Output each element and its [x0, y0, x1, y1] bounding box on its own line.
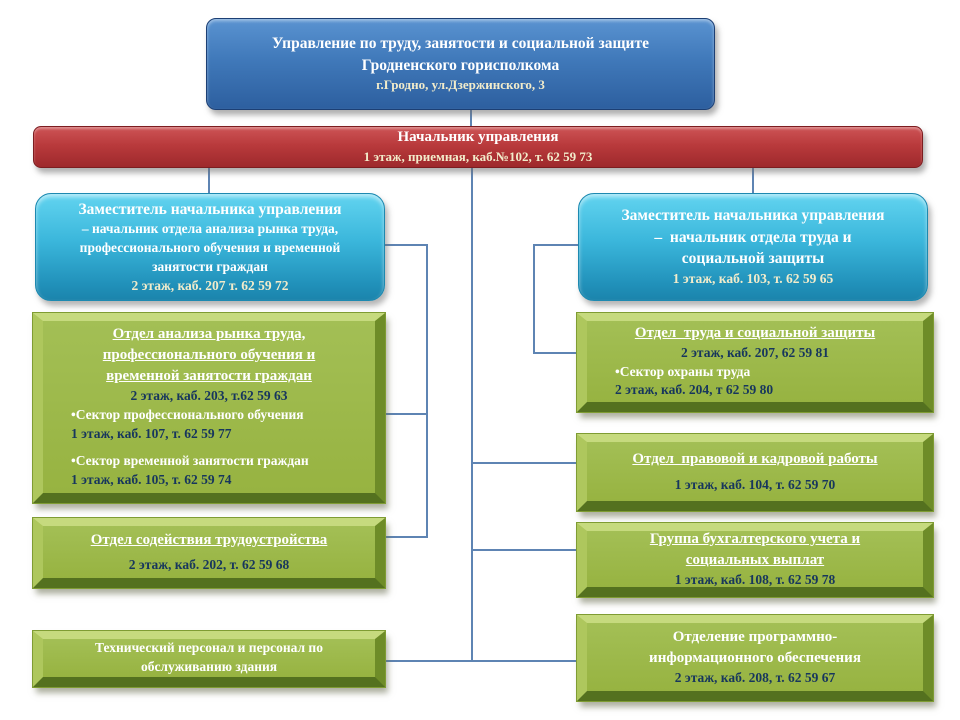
- group-accounting-title-line1: Группа бухгалтерского учета и: [649, 530, 861, 547]
- deputy-left-title: Заместитель начальника управления: [78, 200, 342, 218]
- dept-analysis-title-line2: профессионального обучения и: [102, 346, 316, 363]
- sector-safety-info: 2 этаж, каб. 204, т 62 59 80: [615, 382, 774, 398]
- dept-analysis-title-line3: временной занятости граждан: [106, 367, 312, 384]
- connector-deputy-right-branch: [533, 244, 578, 246]
- deputy-right-line2: социальной защиты: [681, 250, 825, 268]
- dept-labor-title: Отдел труда и социальной защиты: [634, 324, 876, 341]
- dept-it-box: [577, 615, 933, 701]
- management-title-line1: Управление по труду, занятости и социальной защите: [272, 35, 649, 53]
- spacer: [71, 443, 369, 452]
- tech-staff-line2: обслуживанию здания: [140, 659, 278, 674]
- management-address: г.Гродно, ул.Дзержинского, 3: [376, 76, 545, 92]
- connector-to-dept-labor: [533, 352, 577, 354]
- connector-left-bracket: [426, 244, 428, 538]
- connector-bottom-row: [385, 660, 578, 662]
- deputy-right-title: Заместитель начальника управления: [621, 207, 885, 225]
- management-box: [206, 18, 715, 110]
- sector-temp-employment-name: •Сектор временной занятости граждан: [71, 453, 309, 469]
- management-title-line2: Гродненского горисполкома: [361, 56, 560, 74]
- dept-analysis-title-line1: Отдел анализа рынка труда,: [112, 325, 306, 342]
- dept-analysis-info: 2 этаж, каб. 203, т.62 59 63: [130, 387, 288, 403]
- connector-to-dept-employment: [385, 536, 428, 538]
- head-of-department-box: [33, 126, 923, 168]
- deputy-left-line3: занятости граждан: [152, 258, 268, 274]
- head-title: Начальник управления: [397, 129, 559, 146]
- dept-legal-title: Отдел правовой и кадровой работы: [632, 450, 878, 467]
- dept-it-info: 2 этаж, каб. 208, т. 62 59 67: [674, 669, 836, 685]
- deputy-left-line2: профессионального обучения и временной: [79, 239, 341, 255]
- dept-legal-info: 1 этаж, каб. 104, т. 62 59 70: [674, 476, 836, 492]
- connector-right-bracket: [533, 244, 535, 354]
- connector-to-group-accounting: [472, 549, 577, 551]
- sector-safety-name: •Сектор охраны труда: [615, 363, 751, 379]
- head-info: 1 этаж, приемная, каб.№102, т. 62 59 73: [363, 149, 593, 165]
- group-accounting-box: [577, 523, 933, 597]
- dept-it-title-line2: информационного обеспечения: [649, 649, 861, 666]
- deputy-right-box: [578, 193, 928, 301]
- tech-staff-line1: Технический персонал и персонал по: [95, 640, 323, 656]
- group-accounting-title-line2: социальных выплат: [685, 551, 825, 568]
- deputy-right-info: 1 этаж, каб. 103, т. 62 59 65: [672, 270, 834, 286]
- connector-top-to-head: [470, 110, 472, 126]
- connector-to-dept-legal: [472, 462, 577, 464]
- dept-employment-title: Отдел содействия трудоустройства: [90, 531, 328, 548]
- dept-employment-box: [33, 518, 385, 588]
- dept-analysis-box: [33, 313, 385, 503]
- sector-training-info: 1 этаж, каб. 107, т. 62 59 77: [71, 425, 232, 441]
- dept-labor-box: [577, 313, 933, 412]
- group-accounting-info: 1 этаж, каб. 108, т. 62 59 78: [674, 571, 836, 587]
- deputy-left-box: [35, 193, 385, 301]
- connector-head-to-deputy-left: [208, 168, 210, 193]
- sector-training-name: •Сектор профессионального обучения: [71, 406, 304, 422]
- connector-deputy-left-branch: [385, 244, 428, 246]
- dept-it-title-line1: Отделение программно-: [672, 628, 838, 645]
- dept-legal-box: [577, 434, 933, 511]
- dept-employment-info: 2 этаж, каб. 202, т. 62 59 68: [128, 556, 290, 572]
- connector-central-trunk: [471, 168, 473, 662]
- deputy-right-line1: – начальник отдела труда и: [654, 228, 852, 246]
- deputy-left-line1: – начальник отдела анализа рынка труда,: [81, 220, 339, 236]
- connector-head-to-deputy-right: [752, 168, 754, 193]
- dept-labor-info: 2 этаж, каб. 207, 62 59 81: [680, 344, 830, 360]
- deputy-left-info: 2 этаж, каб. 207 т. 62 59 72: [131, 277, 289, 293]
- connector-to-dept-analysis: [385, 413, 428, 415]
- sector-temp-employment-info: 1 этаж, каб. 105, т. 62 59 74: [71, 472, 232, 488]
- tech-staff-box: [33, 631, 385, 687]
